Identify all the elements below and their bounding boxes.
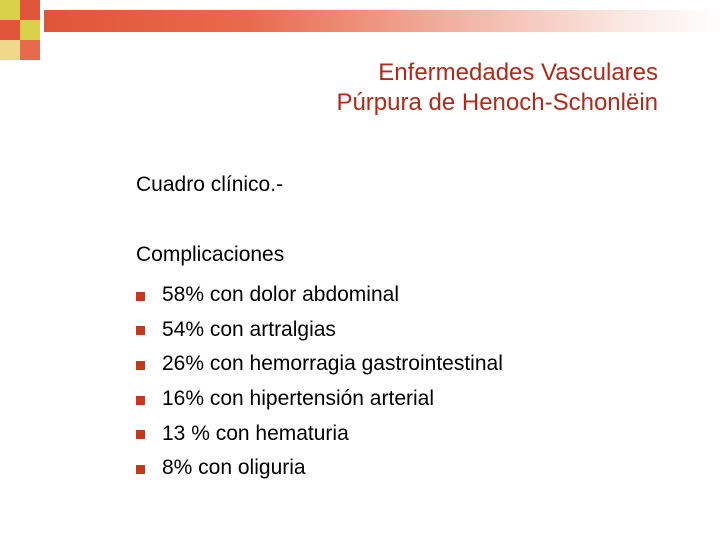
decorative-square <box>20 0 40 20</box>
decorative-gradient-bar <box>44 10 720 32</box>
list-item <box>136 382 503 417</box>
list-item-text: 8% con oliguria <box>162 456 306 480</box>
list-item <box>136 278 503 313</box>
list-item-text: 26% con hemorragia gastrointestinal <box>162 352 503 376</box>
slide-title-line-1: Enfermedades Vasculares <box>378 59 658 86</box>
complications-heading: Complicaciones <box>136 243 285 266</box>
list-item <box>136 347 503 382</box>
list-item <box>136 451 503 486</box>
decorative-square <box>0 40 20 60</box>
slide-title <box>336 58 658 118</box>
slide-title-line-2: Púrpura de Henoch-Schonlëin <box>336 89 658 116</box>
section-subheading: Cuadro clínico.- <box>136 173 284 196</box>
square-bullet-icon <box>136 326 145 335</box>
list-item-text: 16% con hipertensión arterial <box>162 387 434 411</box>
decorative-square <box>0 20 20 40</box>
decorative-square <box>0 0 20 20</box>
list-item <box>136 313 503 348</box>
square-bullet-icon <box>136 361 145 370</box>
complications-list <box>136 278 503 486</box>
square-bullet-icon <box>136 292 145 301</box>
decorative-square <box>20 20 40 40</box>
square-bullet-icon <box>136 396 145 405</box>
list-item-text: 58% con dolor abdominal <box>162 283 399 307</box>
list-item <box>136 416 503 451</box>
square-bullet-icon <box>136 465 145 474</box>
list-item-text: 13 % con hematuria <box>162 421 349 445</box>
list-item-text: 54% con artralgias <box>162 317 336 341</box>
square-bullet-icon <box>136 430 145 439</box>
decorative-square <box>20 40 40 60</box>
